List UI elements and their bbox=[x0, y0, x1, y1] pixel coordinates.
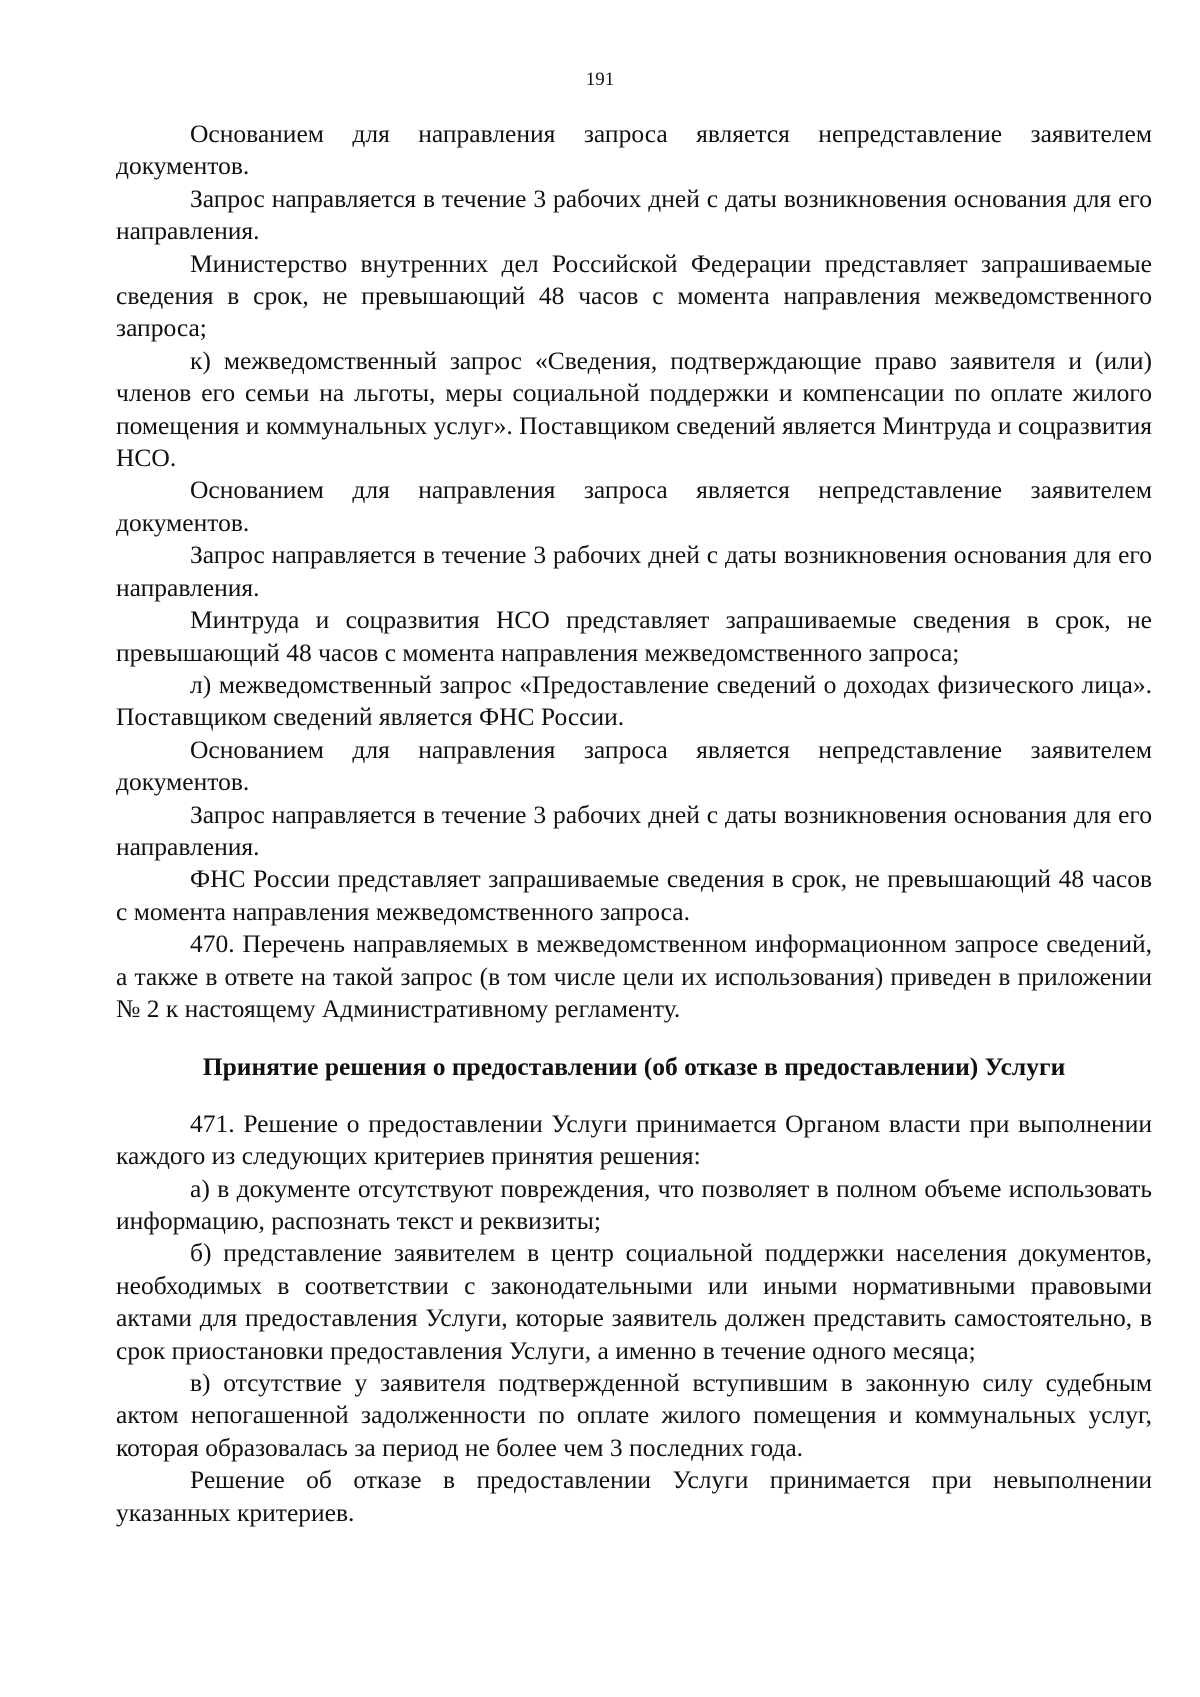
paragraph: Минтруда и соцразвития НСО представляет запрашиваемые сведения в срок, не превышающий 48 часов с момента направления межведомственного запроса; bbox=[116, 605, 1152, 667]
paragraph: Запрос направляется в течение 3 рабочих дней с даты возникновения основания для его направления. bbox=[116, 799, 1152, 861]
paragraph: Решение об отказе в предоставлении Услуги принимается при невыполнении указанных критериев. bbox=[116, 1465, 1152, 1527]
paragraph: Запрос направляется в течение 3 рабочих дней с даты возникновения основания для его направления. bbox=[116, 183, 1152, 246]
paragraph: Министерство внутренних дел Российской Федерации представляет запрашиваемые сведения в срок, не превышающий 48 часов с момента направления межведомственного запроса; bbox=[116, 248, 1152, 343]
paragraph: ФНС России представляет запрашиваемые сведения в срок, не превышающий 48 часов с момента направления межведомственного запроса. bbox=[116, 864, 1152, 926]
section-heading: Принятие решения о предоставлении (об отказе в предоставлении) Услуги bbox=[202, 1052, 1066, 1082]
paragraph-item-k: к) межведомственный запрос «Сведения, подтверждающие право заявителя и (или) членов его семьи на льготы, меры социальной поддержки и компенсации по оплате жилого помещения и коммунальных услуг». Поставщиком сведений является Минтруда и соцразвития НСО. bbox=[116, 345, 1152, 473]
paragraph-item-a: а) в документе отсутствуют повреждения, что позволяет в полном объеме использовать информацию, распознать текст и реквизиты; bbox=[116, 1173, 1152, 1235]
paragraph: Основанием для направления запроса является непредставление заявителем документов. bbox=[116, 119, 1152, 181]
paragraph-item-l: л) межведомственный запрос «Предоставление сведений о доходах физического лица». Поставщиком сведений является ФНС России. bbox=[116, 669, 1152, 732]
paragraph-470: 470. Перечень направляемых в межведомственном информационном запросе сведений, а также в ответе на такой запрос (в том числе цели их использования) приведен в приложении № 2 к настоящему Административному регламенту. bbox=[116, 929, 1152, 1023]
paragraph: Запрос направляется в течение 3 рабочих дней с даты возникновения основания для его направления. bbox=[116, 540, 1152, 602]
paragraph-item-v: в) отсутствие у заявителя подтвержденной вступившим в законную силу судебным актом непогашенной задолженности по оплате жилого помещения и коммунальных услуг, которая образовалась за период не более чем 3 последних года. bbox=[116, 1368, 1152, 1462]
paragraph-item-b: б) представление заявителем в центр социальной поддержки населения документов, необходимых в соответствии с законодательными или иными нормативными правовыми актами для предоставления Услуги, которые заявитель должен представить самостоятельно, в срок приостановки предоставления Услуги, а именно в течение одного месяца; bbox=[116, 1238, 1152, 1365]
paragraph-471: 471. Решение о предоставлении Услуги принимается Органом власти при выполнении каждого из следующих критериев принятия решения: bbox=[116, 1108, 1152, 1171]
document-body bbox=[116, 118, 1152, 1529]
paragraph: Основанием для направления запроса является непредставление заявителем документов. bbox=[116, 475, 1152, 537]
page-number: 191 bbox=[585, 69, 615, 90]
paragraph: Основанием для направления запроса является непредставление заявителем документов. bbox=[116, 734, 1152, 797]
